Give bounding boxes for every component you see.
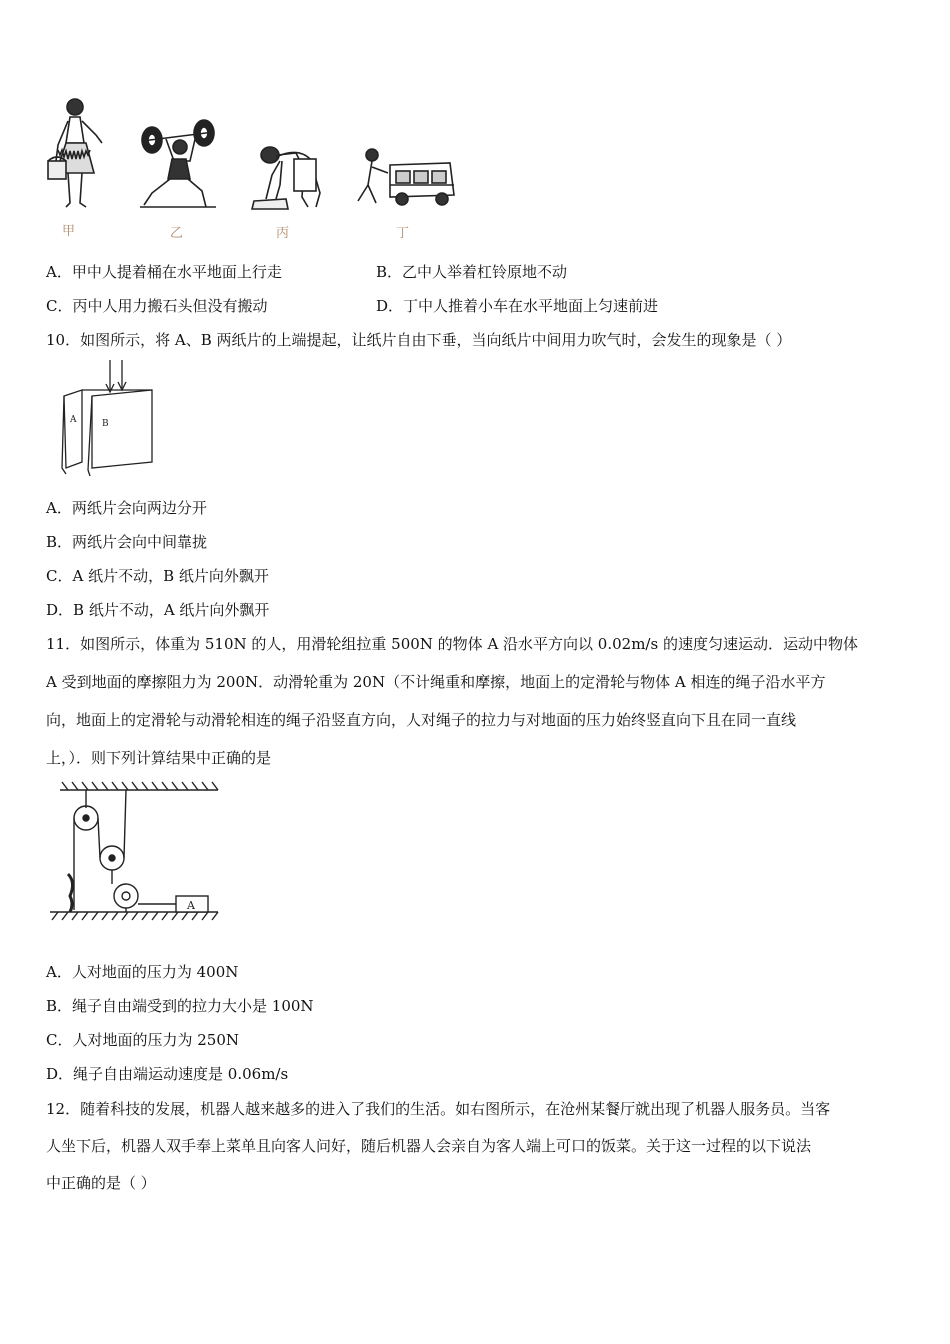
q11-option-b: B．绳子自由端受到的拉力大小是 100N (46, 997, 314, 1015)
caption-yi: 乙 (170, 226, 184, 241)
q10-option-b: B．两纸片会向中间靠拢 (46, 533, 208, 551)
figure-bing-person-stone (252, 147, 320, 209)
q12-stem-line-1: 12．随着科技的发展，机器人越来越多的进入了我们的生活。如右图所示，在沧州某餐厅就出现了机器人服务员。当客 (46, 1100, 831, 1118)
caption-ding: 丁 (396, 226, 410, 241)
q11-stem-line-2: A 受到地面的摩擦阻力为 200N．动滑轮重为 20N（不计绳重和摩擦，地面上的定滑轮与物体 A 相连的绳子沿水平方 (46, 673, 826, 691)
caption-jia: 甲 (62, 224, 76, 239)
q11-stem-line-3: 向，地面上的定滑轮与动滑轮相连的绳子沿竖直方向，人对绳子的拉力与对地面的压力始终竖直向下且在同一直线 (46, 711, 797, 729)
paper-b-label: B (102, 419, 109, 429)
q12-stem-line-2: 人坐下后，机器人双手奉上菜单且向客人问好，随后机器人会亲自为客人端上可口的饭菜。关于这一过程的以下说法 (46, 1137, 812, 1155)
q11-option-d: D．绳子自由端运动速度是 0.06m/s (46, 1065, 289, 1083)
q10-option-c: C．A 纸片不动，B 纸片向外飘开 (46, 567, 269, 585)
paper-a-label: A (70, 415, 77, 425)
figure-ding-person-cart (358, 149, 454, 205)
q11-option-a: A．人对地面的压力为 400N (46, 963, 239, 981)
q11-pulley-figure (46, 778, 221, 928)
q10-option-a: A．两纸片会向两边分开 (46, 499, 207, 517)
block-a-label: A (187, 899, 195, 912)
q10-paper-figure (52, 358, 172, 478)
figure-jia-person-bucket (48, 99, 102, 207)
q10-stem: 10．如图所示，将 A、B 两纸片的上端提起，让纸片自由下垂，当向纸片中间用力吹气时，会发生的现象是（ ） (46, 331, 792, 349)
q9-option-b: B．乙中人举着杠铃原地不动 (376, 263, 568, 281)
q9-option-c: C．丙中人用力搬石头但没有搬动 (46, 297, 268, 315)
q11-stem-line-1: 11．如图所示，体重为 510N 的人，用滑轮组拉重 500N 的物体 A 沿水平方向以 0.02m/s 的速度匀速运动．运动中物体 (46, 635, 858, 653)
q9-option-d: D．丁中人推着小车在水平地面上匀速前进 (376, 297, 659, 315)
q9-option-a: A．甲中人提着桶在水平地面上行走 (46, 263, 282, 281)
q10-option-d: D．B 纸片不动，A 纸片向外飘开 (46, 601, 270, 619)
caption-bing: 丙 (276, 226, 290, 241)
q11-stem-line-4: 上，）．则下列计算结果中正确的是 (46, 749, 272, 767)
figure-yi-weightlifter (140, 120, 216, 207)
q11-option-c: C．人对地面的压力为 250N (46, 1031, 240, 1049)
q12-stem-line-3: 中正确的是（ ） (46, 1174, 156, 1192)
